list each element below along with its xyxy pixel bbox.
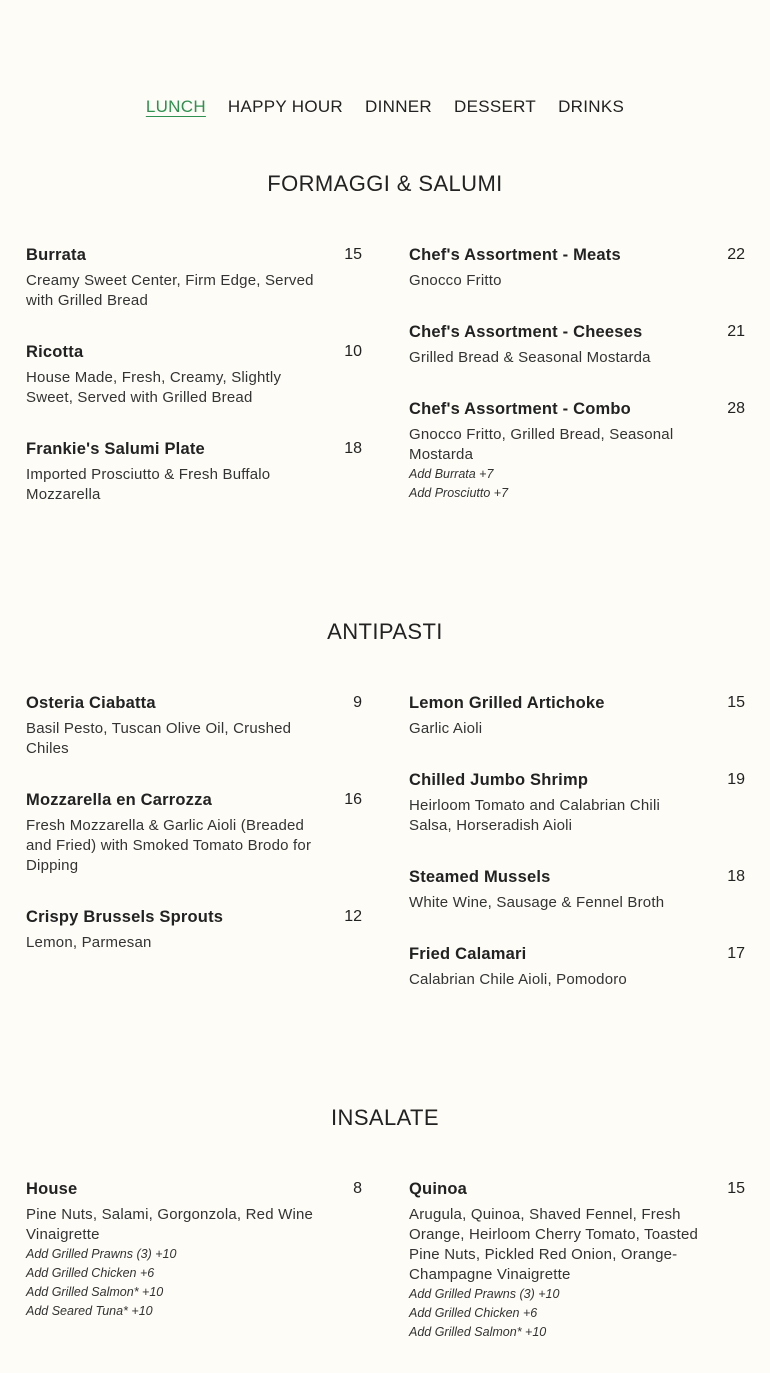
menu-item <box>409 245 745 291</box>
menu-item-description: Lemon, Parmesan <box>26 934 152 951</box>
menu-item <box>26 907 362 953</box>
menu-item-add-on: Add Grilled Salmon* +10 <box>409 1325 547 1339</box>
left-column <box>26 245 362 536</box>
menu-item-add-on: Add Grilled Prawns (3) +10 <box>409 1287 560 1301</box>
menu-item-price: 17 <box>727 945 745 962</box>
menu-item-description: White Wine, Sausage & Fennel Broth <box>409 894 665 911</box>
menu-item-add-on: Add Grilled Salmon* +10 <box>26 1285 164 1299</box>
menu-item <box>26 439 362 505</box>
menu-item-name: Lemon Grilled Artichoke <box>409 694 605 712</box>
menu-item-description: Garlic Aioli <box>409 720 483 737</box>
menu-item-name: Steamed Mussels <box>409 868 551 886</box>
section-title: FORMAGGI & SALUMI <box>267 171 503 196</box>
menu-item <box>26 245 362 311</box>
menu-item-description: Creamy Sweet Center, Firm Edge, Served with Grilled Bread <box>26 272 314 309</box>
menu-item-price: 21 <box>727 323 745 340</box>
menu-item-description: Gnocco Fritto <box>409 272 502 289</box>
menu-item-description: Grilled Bread & Seasonal Mostarda <box>409 349 651 366</box>
menu-item <box>409 399 745 503</box>
menu-item-price: 9 <box>353 694 362 711</box>
menu-item-price: 18 <box>344 440 362 457</box>
menu-item-price: 16 <box>344 791 362 808</box>
menu-item-description: Basil Pesto, Tuscan Olive Oil, Crushed Chiles <box>26 720 292 757</box>
menu-item-add-on: Add Prosciutto +7 <box>409 486 509 500</box>
menu-item-price: 15 <box>344 246 362 263</box>
left-column <box>26 693 362 984</box>
menu-item <box>409 867 745 913</box>
section-antipasti <box>0 619 770 645</box>
right-column <box>409 245 745 534</box>
menu-item-price: 18 <box>727 868 745 885</box>
menu-item-name: Chef's Assortment - Combo <box>409 400 631 418</box>
section-insalate <box>0 1105 770 1131</box>
menu-tabs <box>0 97 770 117</box>
menu-item <box>26 342 362 408</box>
menu-item-price: 8 <box>353 1180 362 1197</box>
menu-item-price: 15 <box>727 1180 745 1197</box>
menu-item-price: 10 <box>344 343 362 360</box>
menu-item-description: Arugula, Quinoa, Shaved Fennel, Fresh Orange, Heirloom Cherry Tomato, Toasted Pine Nuts, Pickled Red Onion, Orange-Champagne Vinaigrette <box>409 1206 699 1283</box>
menu-item-name: Fried Calamari <box>409 945 527 963</box>
menu-item-name: Quinoa <box>409 1180 468 1198</box>
menu-item-price: 15 <box>727 694 745 711</box>
menu-item-name: Burrata <box>26 246 87 264</box>
menu-item-add-on: Add Burrata +7 <box>409 467 494 481</box>
menu-item-name: Chilled Jumbo Shrimp <box>409 771 589 789</box>
section-title: INSALATE <box>331 1105 439 1130</box>
tab-dinner[interactable]: DINNER <box>365 97 432 116</box>
left-column <box>26 1179 362 1352</box>
tab-lunch[interactable]: LUNCH <box>145 97 206 116</box>
menu-item-name: Crispy Brussels Sprouts <box>26 908 224 926</box>
menu-item <box>409 770 745 836</box>
menu-item <box>409 322 745 368</box>
menu-item-name: House <box>26 1180 78 1198</box>
tab-happy-hour[interactable]: HAPPY HOUR <box>227 97 344 116</box>
menu-item-price: 28 <box>727 400 745 417</box>
menu-item-price: 22 <box>727 246 745 263</box>
menu-item-description: Imported Prosciutto & Fresh Buffalo Mozzarella <box>26 466 271 503</box>
menu-item-add-on: Add Grilled Chicken +6 <box>409 1306 538 1320</box>
menu-item-name: Mozzarella en Carrozza <box>26 791 212 809</box>
menu-item <box>409 944 745 990</box>
menu-item-price: 12 <box>344 908 362 925</box>
menu-item <box>26 790 362 876</box>
menu-item <box>26 693 362 759</box>
menu-item-name: Chef's Assortment - Cheeses <box>409 323 643 341</box>
menu-item-description: Pine Nuts, Salami, Gorgonzola, Red Wine Vinaigrette <box>26 1206 314 1243</box>
section-title: ANTIPASTI <box>327 619 443 644</box>
menu-item-description: Fresh Mozzarella & Garlic Aioli (Breaded and Fried) with Smoked Tomato Brodo for Dipping <box>26 817 312 874</box>
menu-item-name: Chef's Assortment - Meats <box>409 246 621 264</box>
right-column <box>409 693 745 1021</box>
menu-item-description: Gnocco Fritto, Grilled Bread, Seasonal Mostarda <box>409 426 674 463</box>
menu-item-add-on: Add Grilled Prawns (3) +10 <box>26 1247 177 1261</box>
right-column <box>409 1179 745 1373</box>
menu-item-description: Calabrian Chile Aioli, Pomodoro <box>409 971 627 988</box>
menu-item-description: House Made, Fresh, Creamy, Slightly Sweet, Served with Grilled Bread <box>26 369 282 406</box>
menu-item-add-on: Add Seared Tuna* +10 <box>26 1304 153 1318</box>
menu-item-price: 19 <box>727 771 745 788</box>
menu-item <box>26 1179 362 1321</box>
menu-item <box>409 1179 745 1342</box>
section-formaggi-salumi <box>0 171 770 197</box>
menu-item-description: Heirloom Tomato and Calabrian Chili Salsa, Horseradish Aioli <box>409 797 661 834</box>
menu-item-name: Ricotta <box>26 343 84 361</box>
menu-item-name: Frankie's Salumi Plate <box>26 440 205 458</box>
tab-dessert[interactable]: DESSERT <box>454 97 537 116</box>
menu-item-name: Osteria Ciabatta <box>26 694 156 712</box>
menu-item <box>409 693 745 739</box>
tab-drinks[interactable]: DRINKS <box>558 97 625 116</box>
menu-item-add-on: Add Grilled Chicken +6 <box>26 1266 155 1280</box>
